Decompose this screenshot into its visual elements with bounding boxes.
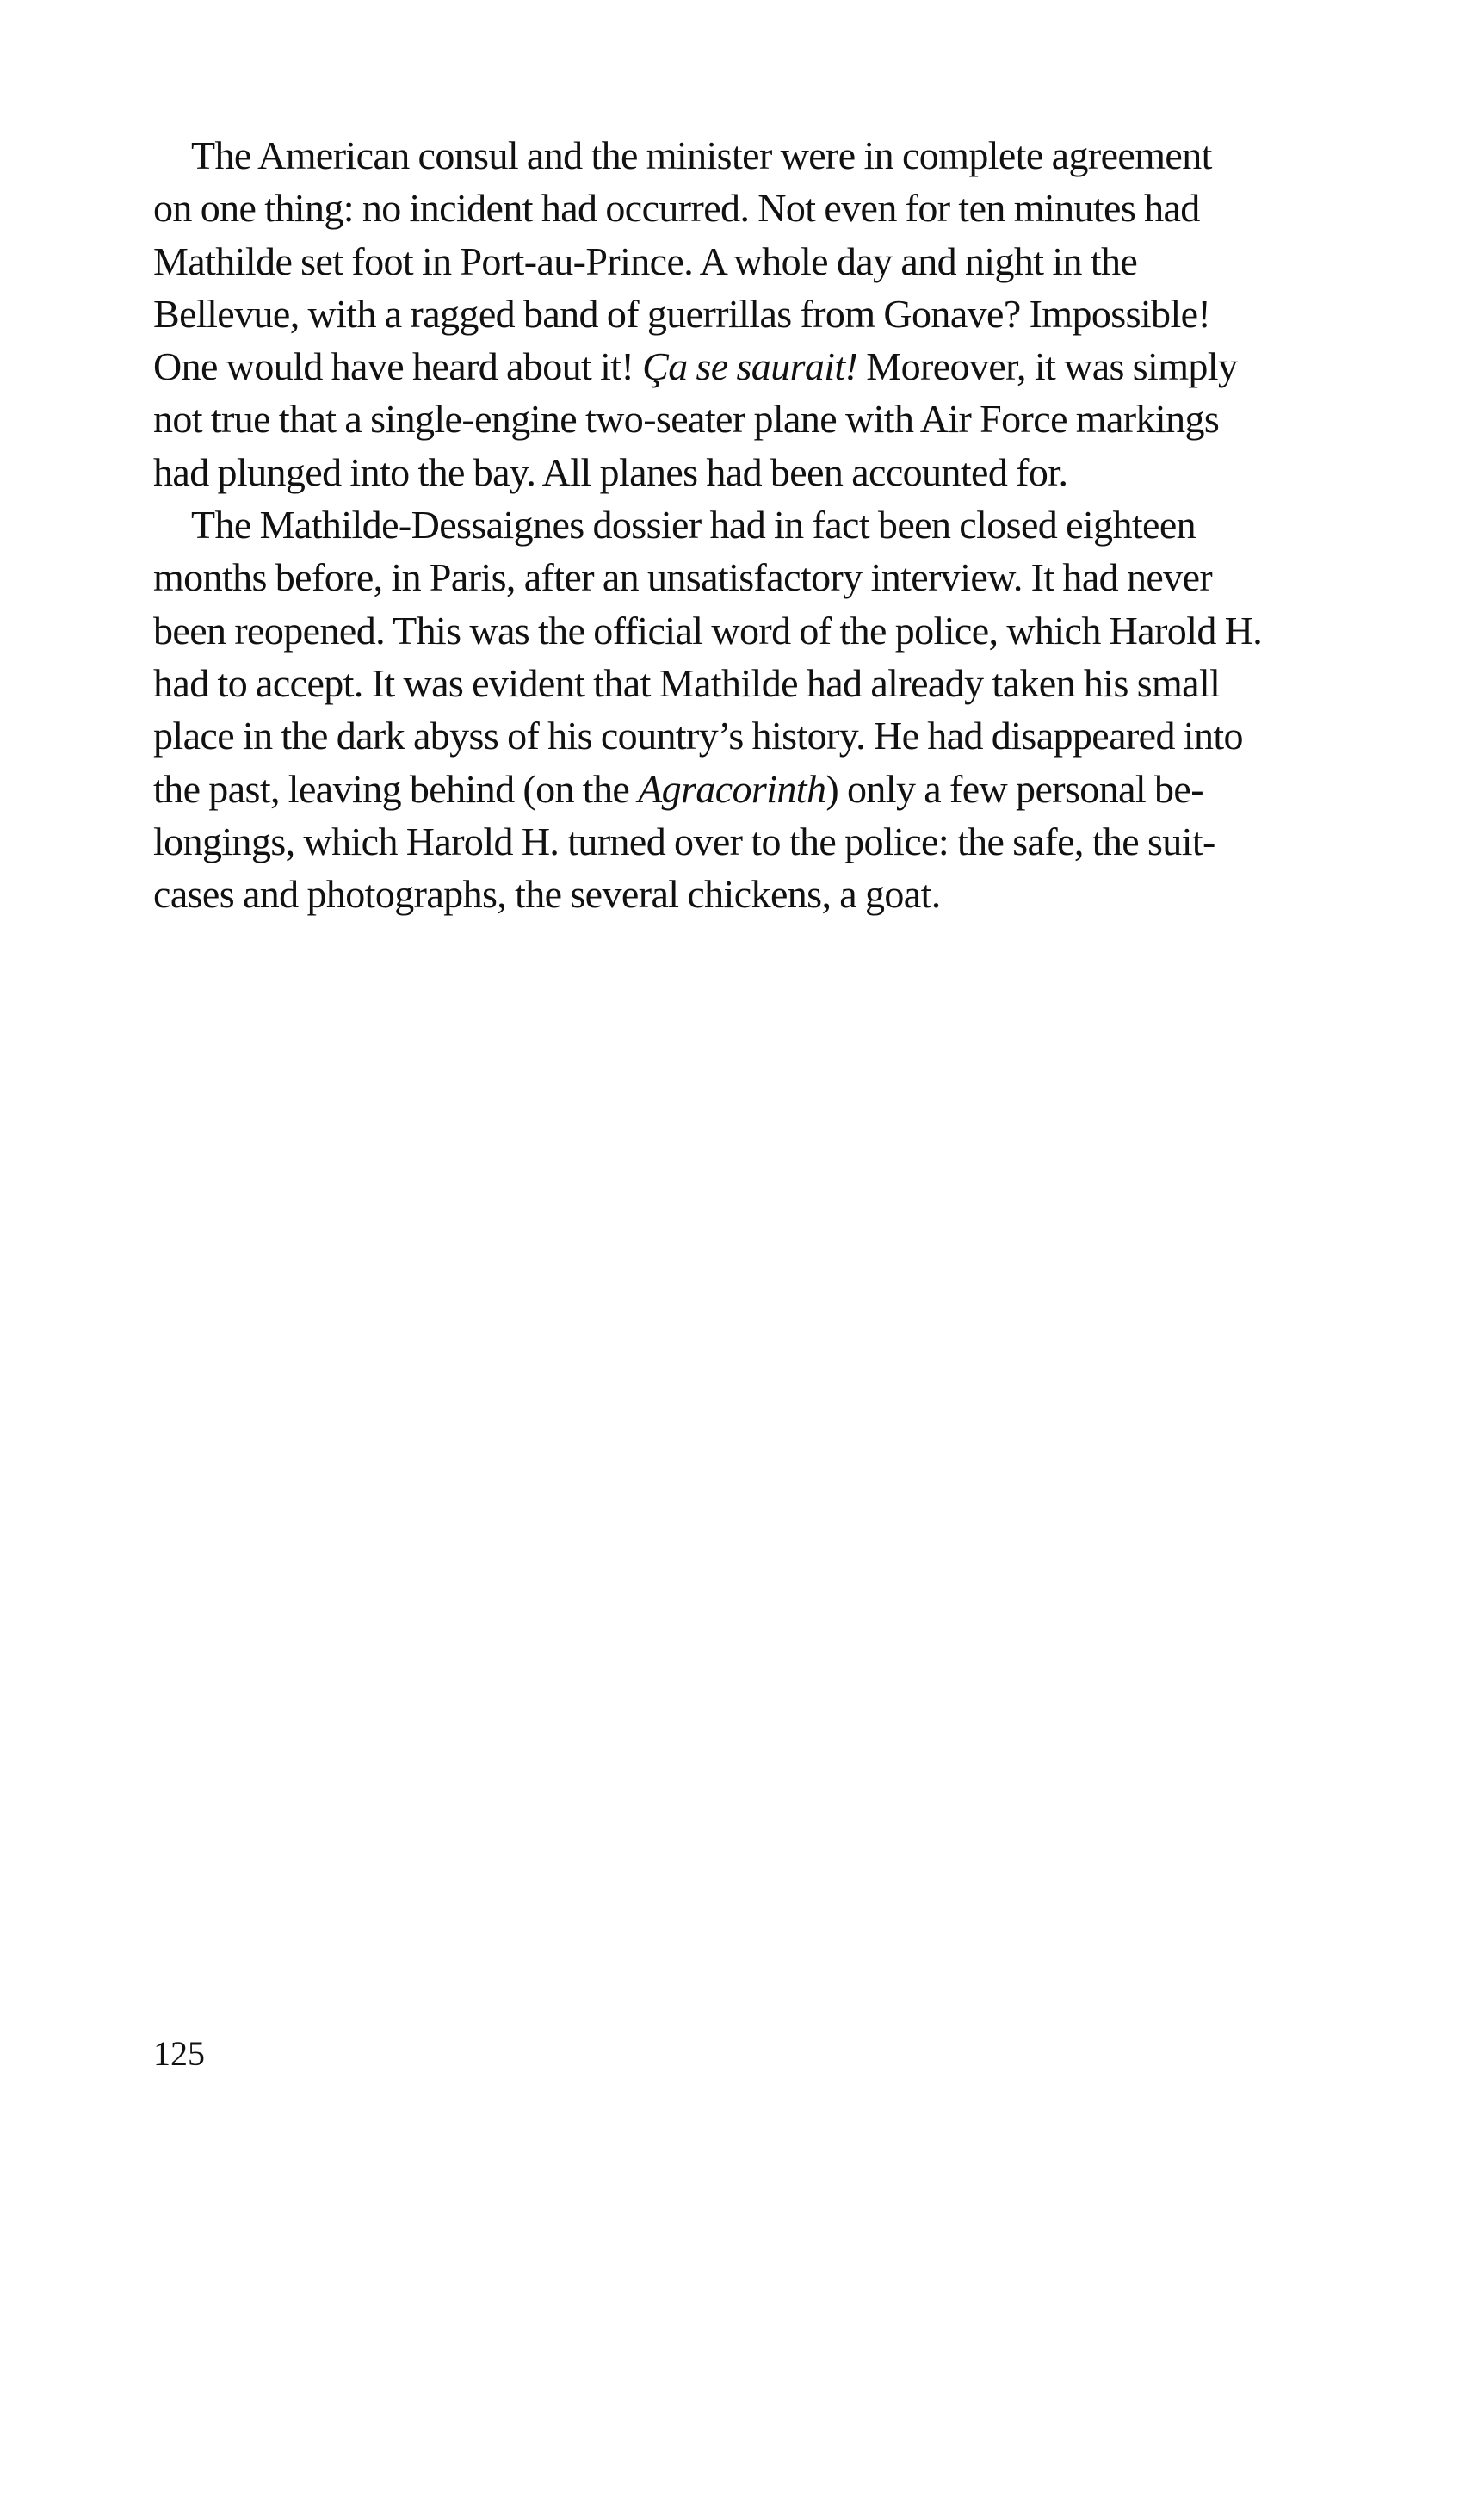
- text-line: [153, 763, 1354, 815]
- text-line: [153, 868, 1354, 920]
- text-segment: been reopened. This was the official word of the police, which Harold H.: [153, 608, 1263, 653]
- text-line: [153, 288, 1354, 340]
- text-line: [153, 551, 1354, 603]
- text-line: [153, 657, 1354, 709]
- text-line: [153, 498, 1354, 551]
- text-segment: The Mathilde-Dessaignes dossier had in fact been closed eighteen: [191, 503, 1196, 547]
- text-segment: place in the dark abyss of his country’s history. He had disappeared into: [153, 714, 1243, 758]
- text-segment: Bellevue, with a ragged band of guerrillas from Gonave? Impossible!: [153, 291, 1211, 336]
- text-segment: One would have heard about it!: [153, 344, 643, 389]
- text-line: [153, 129, 1354, 182]
- text-line: [153, 604, 1354, 657]
- text-segment: longings, which Harold H. turned over to the police: the safe, the suit-: [153, 819, 1215, 863]
- italic-text: Agracorinth: [638, 766, 826, 811]
- text-segment: ) only a few personal be-: [825, 766, 1203, 811]
- text-segment: The American consul and the minister were in complete agreement: [191, 133, 1212, 177]
- text-line: [153, 446, 1354, 498]
- text-segment: cases and photographs, the several chickens, a goat.: [153, 872, 941, 917]
- text-segment: the past, leaving behind (on the: [153, 766, 639, 811]
- text-segment: had plunged into the bay. All planes had been accounted for.: [153, 449, 1068, 494]
- page-number: 125: [153, 2034, 205, 2073]
- text-segment: Mathilde set foot in Port-au-Prince. A whole day and night in the: [153, 238, 1138, 283]
- text-segment: had to accept. It was evident that Mathilde had already taken his small: [153, 660, 1221, 705]
- text-segment: Moreover, it was simply: [857, 344, 1238, 389]
- text-line: [153, 815, 1354, 868]
- body-text: [153, 129, 1354, 920]
- text-line: [153, 182, 1354, 234]
- text-line: [153, 340, 1354, 393]
- text-line: [153, 393, 1354, 445]
- text-line: [153, 235, 1354, 288]
- text-segment: on one thing: no incident had occurred. Not even for ten minutes had: [153, 186, 1200, 231]
- text-segment: not true that a single-engine two-seater plane with Air Force markings: [153, 397, 1220, 442]
- text-line: [153, 709, 1354, 762]
- italic-text: Ça se saurait!: [642, 344, 858, 389]
- text-segment: months before, in Paris, after an unsatisfactory interview. It had never: [153, 555, 1213, 600]
